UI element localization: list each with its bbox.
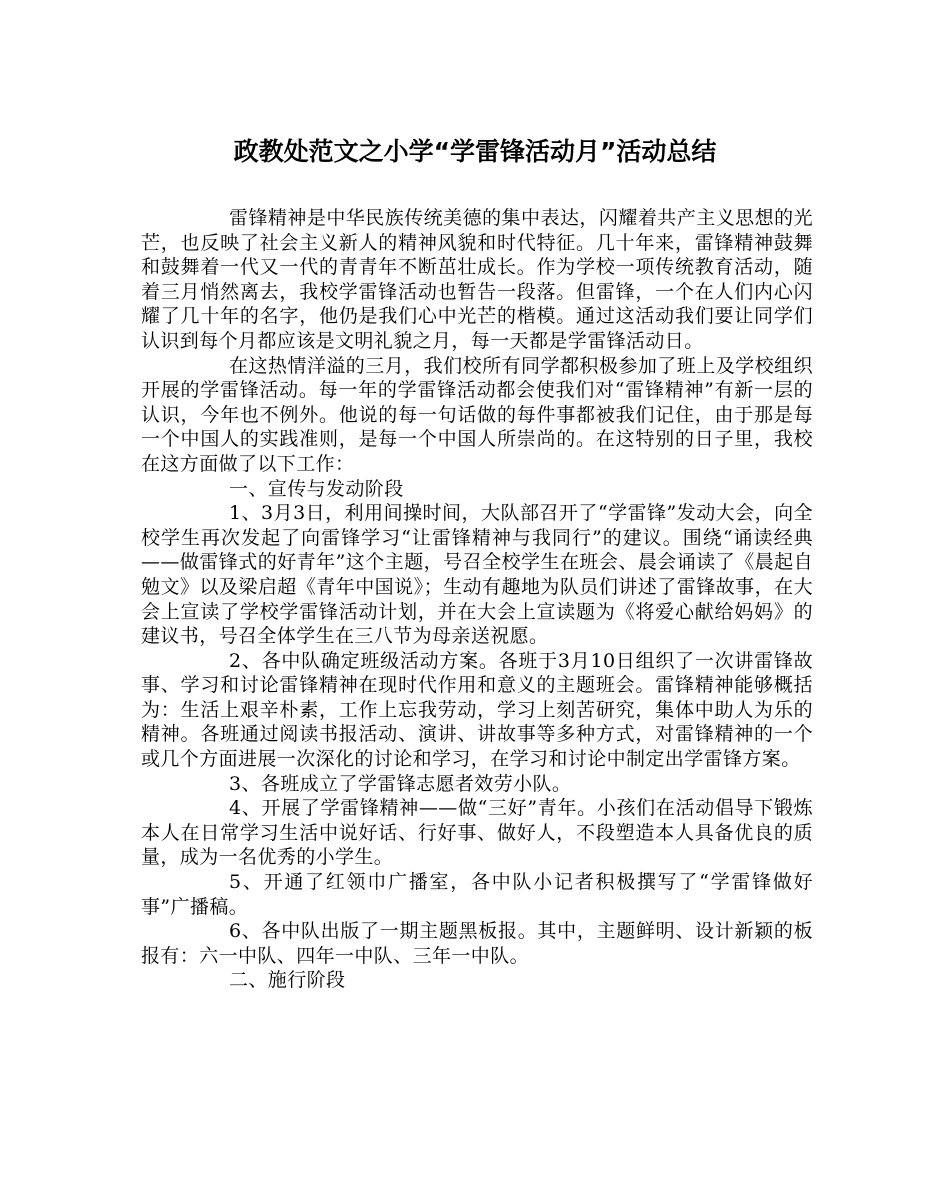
section-heading-publicity: 一、宣传与发动阶段 <box>229 477 404 500</box>
paragraph-intro: 雷锋精神是中华民族传统美德的集中表达，闪耀着共产主义思想的光芒，也反映了社会主义新人的精神风貌和时代特征。几十年来，雷锋精神鼓舞和鼓舞着一代又一代的青青年不断茁壮成长。作为学校一项传统教育活动，随着三月悄然离去，我校学雷锋活动也暂告一段落。但雷锋，一个在人们内心闪耀了几十年的名字，他仍是我们心中光芒的楷模。通过这活动我们要让同学们认识到每个月都应该是文明礼貌之月，每一天都是学雷锋活动日。 <box>141 207 813 352</box>
list-item-1: 1、3月3日，利用间操时间，大队部召开了“学雷锋”发动大会，向全校学生再次发起了向雷锋学习“让雷锋精神与我同行”的建议。围绕“诵读经典——做雷锋式的好青年”这个主题，号召全校学生在班会、晨会诵读了《晨起自勉文》以及梁启超《青年中国说》；生动有趣地为队员们讲述了雷锋故事，在大会上宣读了学校学雷锋活动计划，并在大会上宣读题为《将爱心献给妈妈》的建议书，号召全体学生在三八节为母亲送祝愿。 <box>141 502 813 648</box>
paragraph-march: 在这热情洋溢的三月，我们校所有同学都积极参加了班上及学校组织开展的学雷锋活动。每一年的学雷锋活动都会使我们对“雷锋精神”有新一层的认识，今年也不例外。他说的每一句话做的每件事都被我们记住，由于那是每一个中国人的实践准则，是每一个中国人所崇尚的。在这特别的日子里，我校在这方面做了以下工作： <box>141 354 813 475</box>
document-body <box>141 206 813 993</box>
list-item-3: 3、各班成立了学雷锋志愿者效劳小队。 <box>229 772 572 795</box>
list-item-4: 4、开展了学雷锋精神——做“三好”青年。小孩们在活动倡导下锻炼本人在日常学习生活中说好话、行好事、做好人，不段塑造本人具备优良的质量，成为一名优秀的小学生。 <box>141 797 813 869</box>
list-item-6: 6、各中队出版了一期主题黑板报。其中，主题鲜明、设计新颖的板报有：六一中队、四年一中队、三年一中队。 <box>141 920 813 967</box>
document-title: 政教处范文之小学“学雷锋活动月”活动总结 <box>233 137 717 166</box>
list-item-5: 5、开通了红领巾广播室，各中队小记者积极撰写了“学雷锋做好事”广播稿。 <box>141 871 813 918</box>
section-heading-implementation: 二、施行阶段 <box>229 969 346 992</box>
list-item-2: 2、各中队确定班级活动方案。各班于3月10日组织了一次讲雷锋故事、学习和讨论雷锋精神在现时代作用和意义的主题班会。雷锋精神能够概括为：生活上艰辛朴素，工作上忘我劳动，学习上刻苦研究，集体中助人为乐的精神。各班通过阅读书报活动、演讲、讲故事等多种方式，对雷锋精神的一个或几个方面进展一次深化的讨论和学习，在学习和讨论中制定出学雷锋方案。 <box>141 649 813 771</box>
